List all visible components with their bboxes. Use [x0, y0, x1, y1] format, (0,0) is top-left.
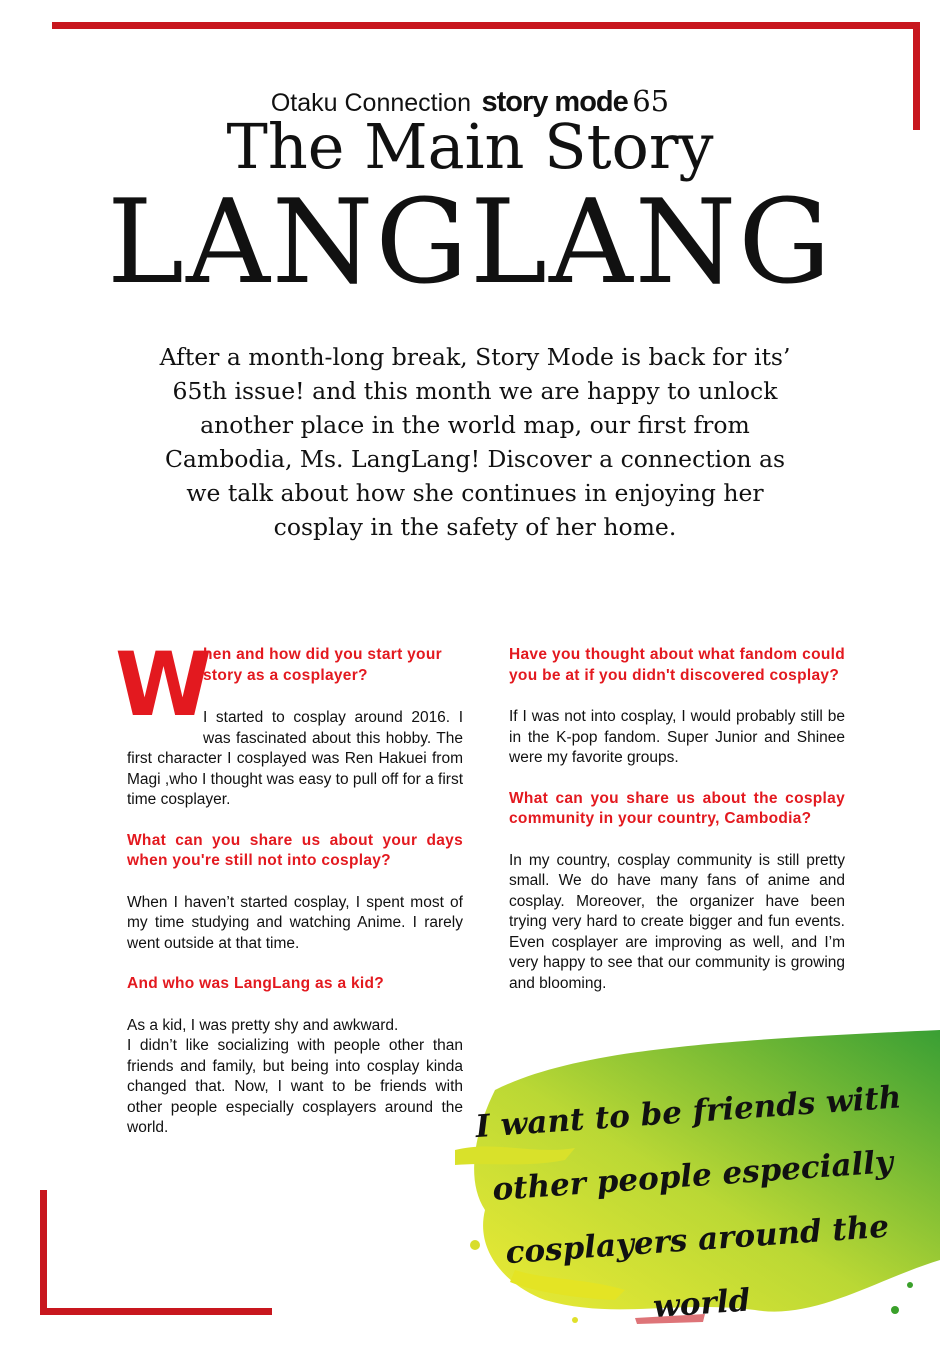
pull-quote-line-2: other people especially — [491, 1144, 895, 1209]
frame-left-rule — [40, 1190, 47, 1315]
question-5: What can you share us about the cosplay community in your country, Cambodia? — [509, 789, 845, 827]
issue-number: 65 — [632, 84, 670, 118]
dropcap-letter: W — [115, 633, 213, 736]
section-title: The Main Story — [226, 110, 714, 183]
pull-quote-line-3: cosplayers around the world — [504, 1208, 891, 1326]
pull-quote-line-1: I want to be friends with — [474, 1079, 903, 1146]
answer-5: In my country, cosplay community is still pretty small. We do have many fans of anime and cosplay. Moreover, the organizer have been trying very hard to create bigger and fun events. Even cosplayer are improving as well, and I’m very happy to see that our community is growing and blooming. — [509, 851, 845, 992]
frame-bottom-rule — [40, 1308, 272, 1315]
question-2: What can you share us about your days when you're still not into cosplay? — [127, 831, 463, 869]
subject-name-headline: LANGLANG — [107, 175, 833, 310]
pull-quote — [462, 1065, 929, 1351]
answer-3-line-1: As a kid, I was pretty shy and awkward. — [127, 1016, 399, 1034]
question-1-text: hen and how did you start your story as a cosplayer? — [203, 646, 442, 684]
answer-3-body: I didn’t like socializing with people other than friends and family, but being into cosplay kinda changed that. Now, I want to be friends with other people especially cosplayers around the world. — [127, 1037, 463, 1136]
column-left — [115, 633, 463, 1159]
question-3: And who was LangLang as a kid? — [127, 975, 385, 992]
series-name: story mode — [481, 86, 628, 118]
question-1 — [115, 633, 463, 736]
frame-top-rule — [52, 22, 920, 29]
answer-1: I started to cosplay around 2016. I was fascinated about this hobby. The first character I cosplayed was Ren Hakuei from Magi ,who I thought was easy to pull off for a first time cosplayer. — [127, 709, 463, 808]
brand-name: Otaku Connection — [270, 89, 471, 117]
intro-paragraph: After a month-long break, Story Mode is back for its’ 65th issue! and this month we are happy to unlock another place in the world map, our first from Cambodia, Ms. LangLang! Discover a connection as we talk about how she continues in enjoying her cosplay in the safety of her home. — [159, 343, 791, 541]
question-4: Have you thought about what fandom could you be at if you didn't discovered cosplay? — [509, 646, 845, 684]
column-right — [509, 645, 845, 1014]
answer-4: If I was not into cosplay, I would probably still be in the K-pop fandom. Super Junior and Shinee were my favorite groups. — [509, 708, 845, 766]
answer-2: When I haven’t started cosplay, I spent most of my time studying and watching Anime. I rarely went outside at that time. — [127, 893, 463, 952]
